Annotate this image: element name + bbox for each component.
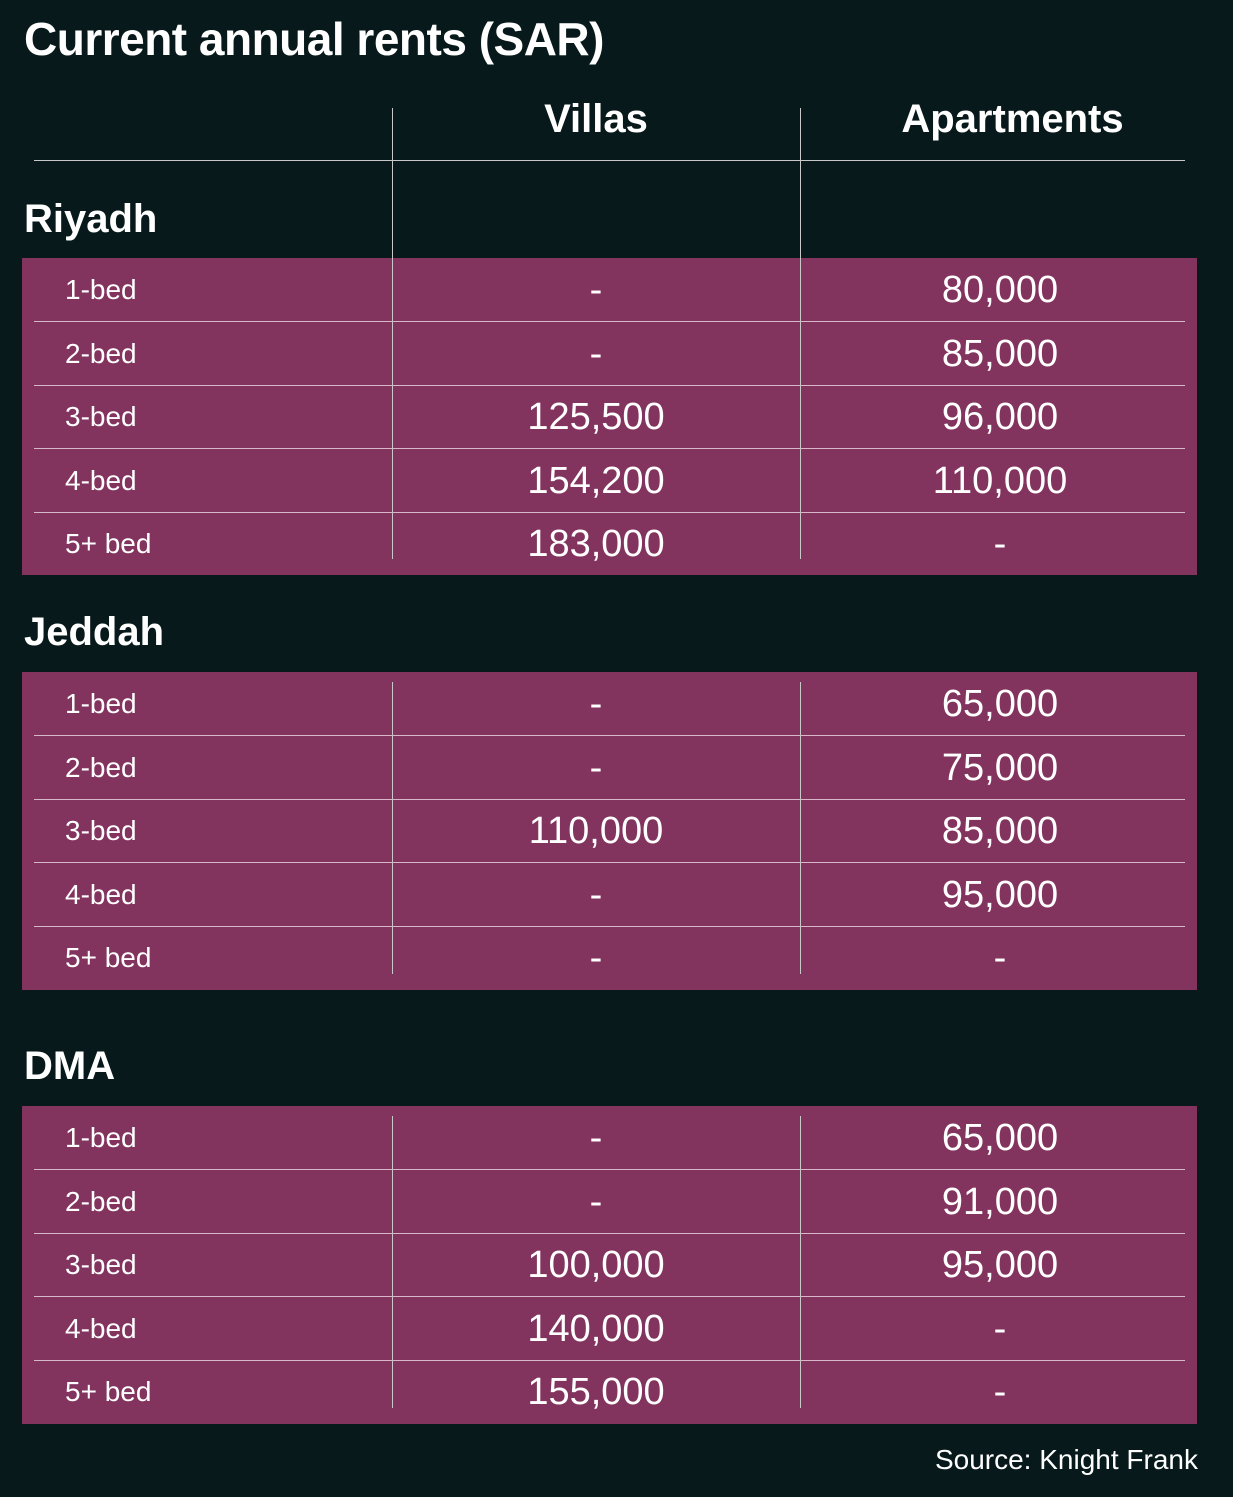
apartments-value: 95,000 — [941, 873, 1059, 916]
villas-value: 100,000 — [527, 1244, 665, 1286]
table-block-dma — [22, 1106, 1197, 1424]
apartments-value: 96,000 — [941, 396, 1059, 438]
apartments-value: 65,000 — [941, 683, 1059, 725]
table-row — [22, 322, 1197, 386]
table-row — [22, 863, 1197, 927]
city-heading-dma: DMA — [24, 1044, 116, 1088]
table-row — [22, 512, 1197, 576]
villas-value: - — [589, 269, 603, 311]
villas-value: 183,000 — [527, 523, 665, 565]
city-heading-riyadh: Riyadh — [24, 197, 158, 241]
city-heading-jeddah: Jeddah — [24, 610, 165, 654]
row-label: 5+ bed — [65, 1376, 152, 1407]
apartments-value: - — [993, 1307, 1007, 1350]
apartments-value: 75,000 — [941, 746, 1059, 789]
header-divider — [34, 160, 1185, 161]
table-row — [22, 449, 1197, 513]
table-block-jeddah — [22, 672, 1197, 990]
villas-value: 125,500 — [527, 396, 665, 438]
apartments-value: 91,000 — [941, 1180, 1059, 1223]
source-note: Source: Knight Frank — [934, 1444, 1198, 1475]
row-label: 3-bed — [65, 401, 137, 432]
row-label: 5+ bed — [65, 528, 152, 559]
row-label: 3-bed — [65, 815, 137, 846]
row-label: 2-bed — [65, 751, 137, 783]
villas-value: - — [589, 1117, 603, 1159]
row-label: 4-bed — [65, 878, 137, 910]
villas-value: 140,000 — [527, 1307, 665, 1350]
column-divider-right — [800, 108, 801, 260]
table-row — [22, 1170, 1197, 1234]
apartments-value: 85,000 — [941, 332, 1059, 375]
villas-value: - — [589, 746, 603, 789]
row-label: 4-bed — [65, 1312, 137, 1344]
chart-title: Current annual rents (SAR) — [24, 13, 604, 65]
column-divider-left — [392, 108, 393, 260]
table-block-riyadh — [22, 258, 1197, 575]
apartments-value: 65,000 — [941, 1117, 1059, 1159]
table-row — [22, 1106, 1197, 1170]
table-row — [22, 385, 1197, 449]
villas-value: - — [589, 332, 603, 375]
table-row — [22, 736, 1197, 800]
column-header-villas: Villas — [544, 97, 648, 141]
table-row — [22, 672, 1197, 736]
table-row — [22, 799, 1197, 863]
villas-value: 155,000 — [527, 1371, 665, 1413]
table-row — [22, 926, 1197, 990]
row-label: 5+ bed — [65, 942, 152, 973]
row-label: 4-bed — [65, 464, 137, 496]
villas-value: - — [589, 683, 603, 725]
apartments-value: 85,000 — [941, 810, 1059, 852]
apartments-value: - — [993, 937, 1007, 979]
villas-value: - — [589, 873, 603, 916]
apartments-value: 95,000 — [941, 1244, 1059, 1286]
table-row — [22, 1360, 1197, 1424]
villas-value: 110,000 — [528, 810, 664, 852]
column-header-apartments: Apartments — [901, 97, 1124, 141]
row-label: 1-bed — [65, 688, 137, 719]
table-row — [22, 258, 1197, 322]
row-label: 2-bed — [65, 337, 137, 369]
row-label: 1-bed — [65, 274, 137, 305]
apartments-value: - — [993, 523, 1007, 565]
apartments-value: 110,000 — [932, 459, 1068, 502]
row-label: 3-bed — [65, 1249, 137, 1280]
row-label: 2-bed — [65, 1185, 137, 1217]
row-label: 1-bed — [65, 1122, 137, 1153]
villas-value: 154,200 — [527, 459, 665, 502]
table-row — [22, 1297, 1197, 1361]
table-row — [22, 1233, 1197, 1297]
villas-value: - — [589, 937, 603, 979]
apartments-value: 80,000 — [941, 269, 1059, 311]
villas-value: - — [589, 1180, 603, 1223]
apartments-value: - — [993, 1371, 1007, 1413]
